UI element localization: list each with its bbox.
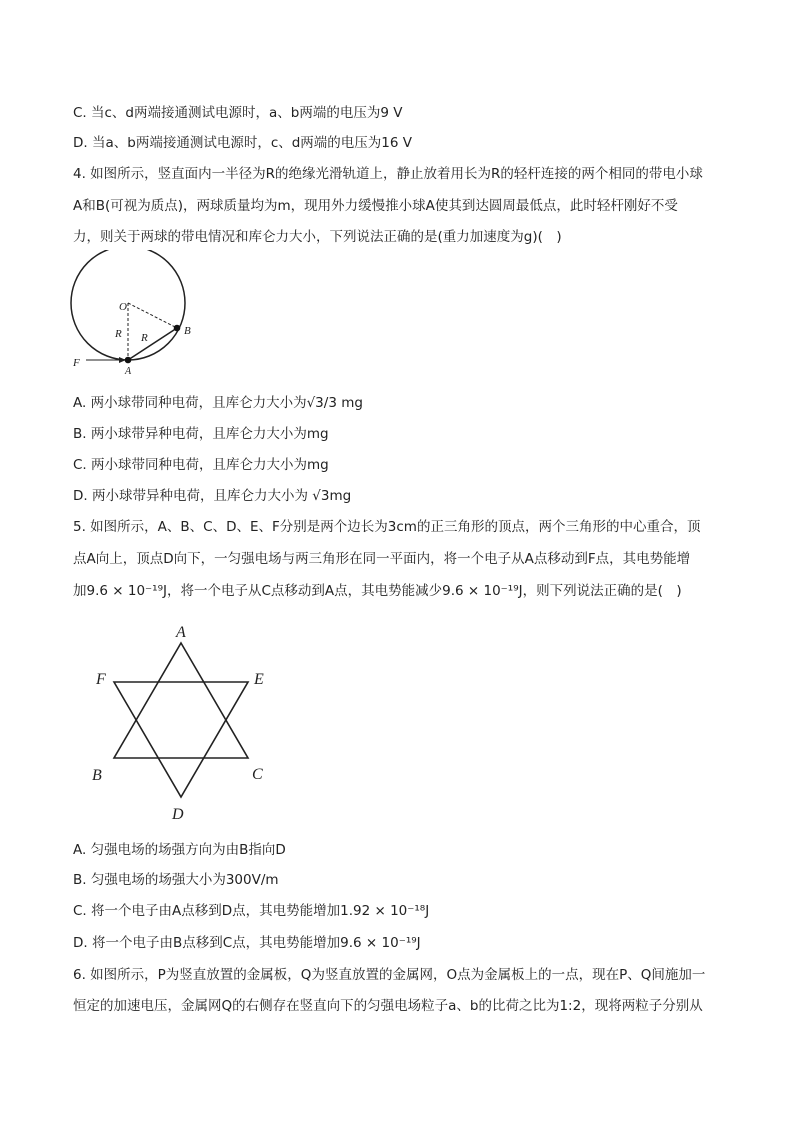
q5-option-b: B. 匀强电场的场强大小为300V/m [73,872,279,888]
q4-stem-line-1: 4. 如图所示，竖直面内一半径为R的绝缘光滑轨道上，静止放着用长为R的轻杆连接的两个相同的带电小球 [73,166,703,182]
q4-stem-line-3: 力，则关于两球的带电情况和库仑力大小，下列说法正确的是(重力加速度为g)( ) [73,229,562,245]
label-r-vertical: R [115,328,122,340]
q3-option-d: D. 当a、b两端接通测试电源时，c、d两端的电压为16 V [73,135,413,151]
q4-option-d: D. 两小球带异种电荷，且库仑力大小为 √3mg [73,488,352,504]
label-a: A [125,366,132,377]
q5-option-a: A. 匀强电场的场强方向为由B指向D [73,842,286,858]
label-o: O [119,301,127,313]
vertex-e: E [254,671,264,688]
label-f: F [73,357,80,369]
q6-stem-line-2: 恒定的加速电压，金属网Q的右侧存在竖直向下的匀强电场粒子a、b的比荷之比为1:2，现将两粒子分别从 [73,998,703,1014]
q4-option-c: C. 两小球带同种电荷，且库仑力大小为mg [73,457,329,473]
q4-option-b: B. 两小球带异种电荷，且库仑力大小为mg [73,426,329,442]
vertex-c: C [252,766,263,783]
vertex-f: F [96,671,106,688]
vertex-b: B [92,767,102,784]
q4-stem-line-2: A和B(可视为质点)，两球质量均为m，现用外力缓慢推小球A使其到达圆周最低点，此时轻杆刚好不受 [73,198,678,214]
q5-stem-line-3: 加9.6 × 10⁻¹⁹J，将一个电子从C点移动到A点，其电势能减少9.6 × 10⁻¹⁹J，则下列说法正确的是( ) [73,583,682,599]
q3-option-c: C. 当c、d两端接通测试电源时，a、b两端的电压为9 V [73,105,403,121]
vertex-a: A [176,624,186,641]
q5-option-c: C. 将一个电子由A点移到D点，其电势能增加1.92 × 10⁻¹⁸J [73,903,430,919]
q5-option-d: D. 将一个电子由B点移到C点，其电势能增加9.6 × 10⁻¹⁹J [73,935,421,951]
q4-circle-figure [60,250,195,378]
q5-star-figure [85,615,275,825]
q5-stem-line-1: 5. 如图所示，A、B、C、D、E、F分别是两个边长为3cm的正三角形的顶点，两个三角形的中心重合，顶 [73,519,701,535]
vertex-d: D [172,806,184,823]
q5-stem-line-2: 点A向上，顶点D向下，一匀强电场与两三角形在同一平面内，将一个电子从A点移动到F点，其电势能增 [73,551,691,567]
q4-option-a: A. 两小球带同种电荷，且库仑力大小为√3/3 mg [73,395,363,411]
label-b: B [184,325,191,337]
label-r-rod: R [141,332,148,344]
q6-stem-line-1: 6. 如图所示，P为竖直放置的金属板，Q为竖直放置的金属网，O点为金属板上的一点，现在P、Q间施加一 [73,967,706,983]
